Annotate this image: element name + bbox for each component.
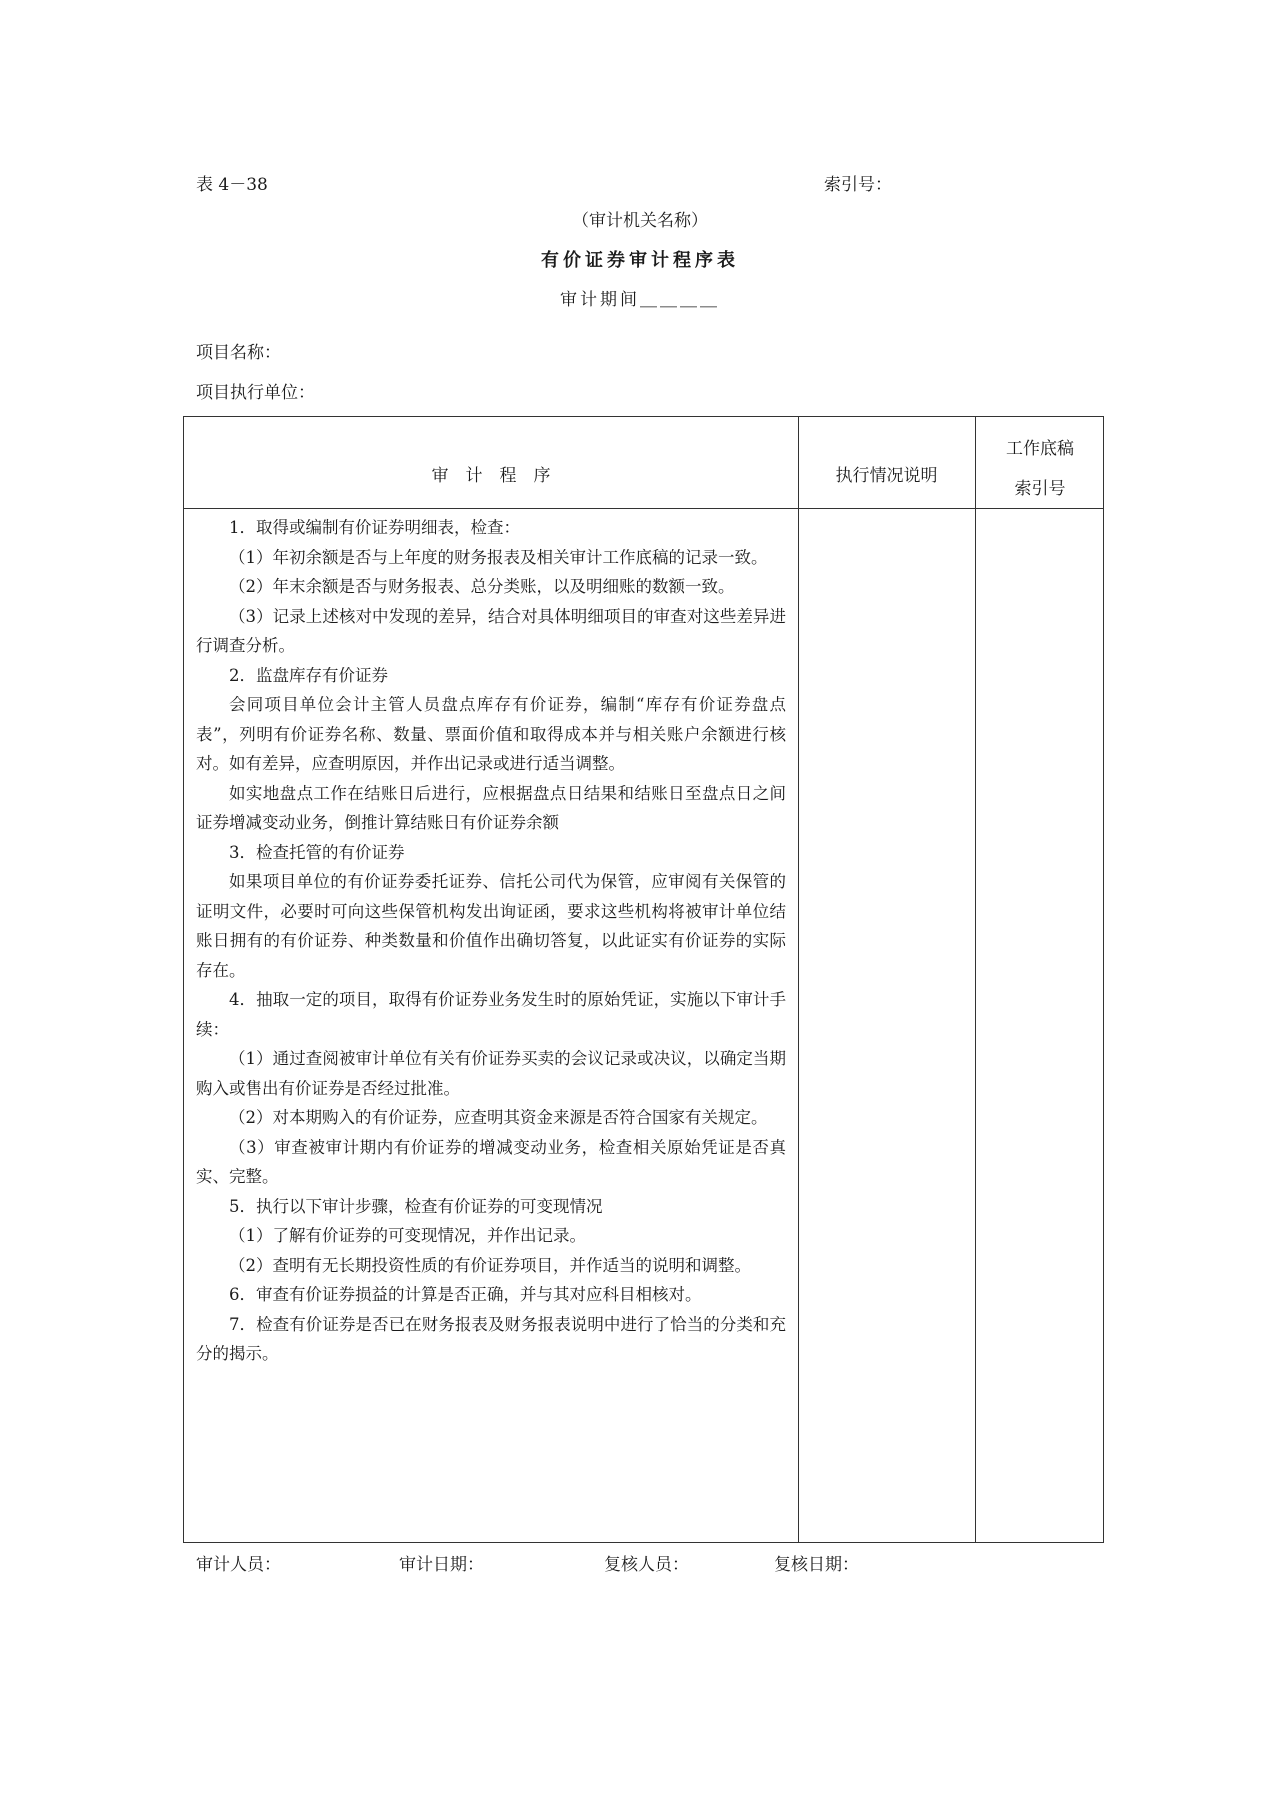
column-header-workpaper: 工作底稿 [1006,439,1074,459]
audit-period: 审计期间＿＿＿＿ [560,290,720,310]
table-number: 表 4－38 [196,175,268,195]
index-number-label: 索引号： [824,175,892,195]
column-header-execution: 执行情况说明 [835,466,938,486]
procedure-item: 如实地盘点工作在结账日后进行，应根据盘点日结果和结账日至盘点日之间证券增减变动业务，倒推计算结账日有价证券余额 [196,783,786,832]
project-unit-label: 项目执行单位： [196,383,315,403]
page-title: 有价证券审计程序表 [541,250,739,271]
procedure-item: （1）了解有价证券的可变现情况，并作出记录。 [229,1226,586,1245]
procedure-item: 7．检查有价证券是否已在财务报表及财务报表说明中进行了恰当的分类和充分的揭示。 [196,1314,786,1363]
procedure-item: 6．审查有价证券损益的计算是否正确，并与其对应科目相核对。 [229,1285,702,1304]
procedure-item: 2．监盘库存有价证券 [229,665,388,685]
procedure-item: （1）年初余额是否与上年度的财务报表及相关审计工作底稿的记录一致。 [229,547,768,567]
procedure-item: 5．执行以下审计步骤，检查有价证券的可变现情况 [229,1196,603,1216]
column-divider [798,417,799,1542]
procedure-item: （1）通过查阅被审计单位有关有价证券买卖的会议记录或决议，以确定当期购入或售出有价证券是否经过批准。 [196,1049,786,1098]
procedure-item: 3．检查托管的有价证券 [229,842,405,862]
procedure-item: 4．抽取一定的项目，取得有价证券业务发生时的原始凭证，实施以下审计手续： [196,990,786,1039]
reviewer-label: 复核人员： [604,1555,689,1575]
procedure-item: （3）审查被审计期内有价证券的增减变动业务，检查相关原始凭证是否真实、完整。 [196,1137,786,1186]
audit-org-name: （审计机关名称） [572,211,708,231]
column-header-procedure: 审 计 程 序 [431,466,551,486]
project-name-label: 项目名称： [196,343,281,363]
header-divider [184,508,1103,509]
procedure-item: （2）查明有无长期投资性质的有价证券项目，并作适当的说明和调整。 [229,1255,751,1275]
auditor-label: 审计人员： [196,1555,281,1575]
procedure-item: 如果项目单位的有价证券委托证券、信托公司代为保管，应审阅有关保管的证明文件，必要时可向这些保管机构发出询证函，要求这些机构将被审计单位结账日拥有的有价证券、种类数量和价值作出确切答复，以此证实有价证券的实际存在。 [196,872,786,980]
audit-date-label: 审计日期： [399,1555,484,1575]
column-header-workpaper-index: 索引号 [1014,479,1066,499]
procedure-item: 会同项目单位会计主管人员盘点库存有价证券，编制“库存有价证券盘点表”，列明有价证券名称、数量、票面价值和取得成本并与相关账户余额进行核对。如有差异，应查明原因，并作出记录或进行适当调整。 [196,695,786,773]
audit-procedure-table [183,416,1104,1543]
review-date-label: 复核日期： [774,1555,859,1575]
procedure-item: （2）年末余额是否与财务报表、总分类账，以及明细账的数额一致。 [229,577,735,596]
procedure-item: 1．取得或编制有价证券明细表，检查： [229,518,520,537]
procedure-item: （3）记录上述核对中发现的差异，结合对具体明细项目的审查对这些差异进行调查分析。 [196,606,786,655]
procedure-item: （2）对本期购入的有价证券，应查明其资金来源是否符合国家有关规定。 [229,1108,768,1127]
procedure-list [196,513,786,1369]
column-divider [975,417,976,1542]
